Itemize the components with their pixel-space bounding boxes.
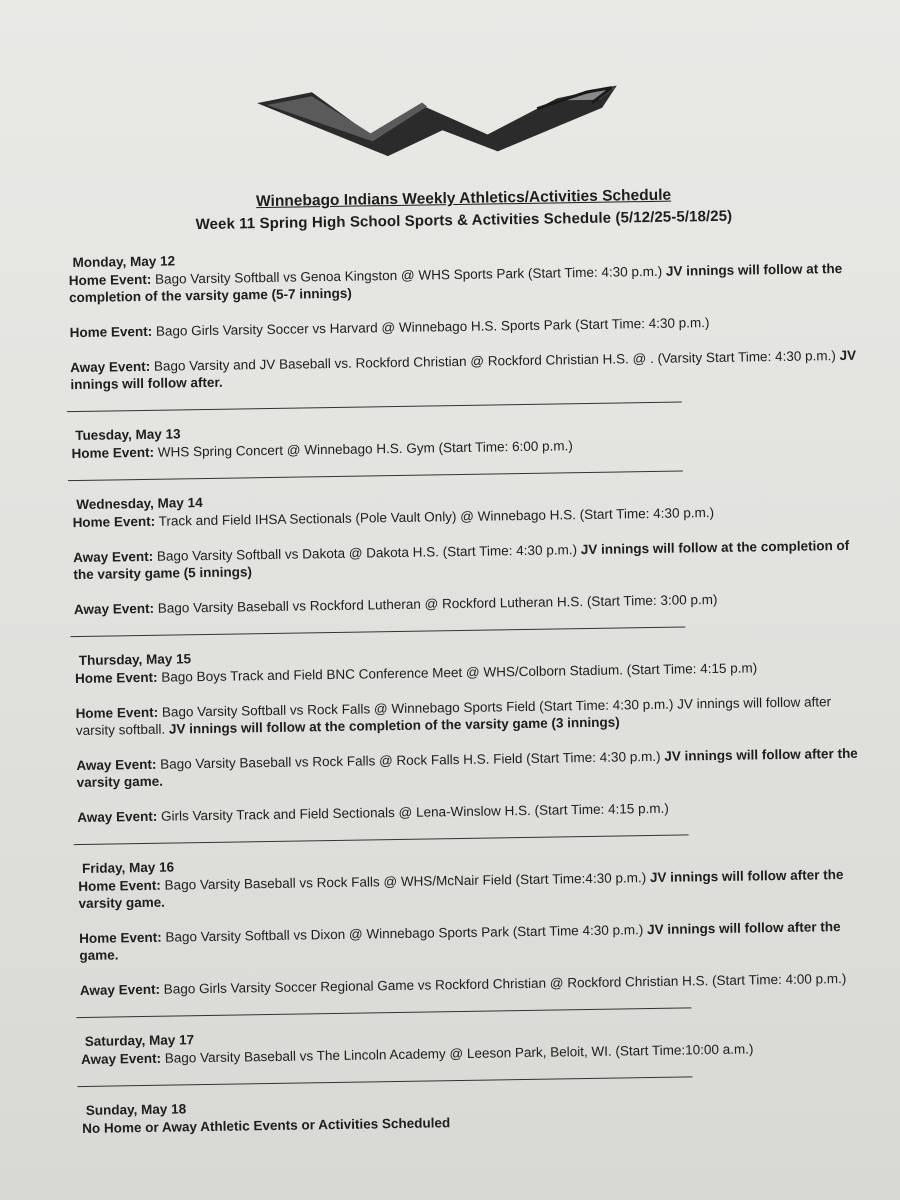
day-heading: Thursday, May 15 [78,651,192,668]
page-title: Winnebago Indians Weekly Athletics/Activities Schedule [255,186,672,211]
event-jv-note: JV innings will follow after. [70,347,857,393]
event-description: Bago Varsity Softball vs Genoa Kingston @ WHS Sports Park (Start Time: 4:30 p.m.) [151,263,667,287]
event-jv-note: JV innings will follow after the varsity game. [76,745,858,791]
event-description: Bago Varsity Baseball vs The Lincoln Academy @ Leeson Park, Beloit, WI. (Start Time:10:00 a.m.) [160,1041,754,1066]
event-type-label: Home Event: [71,444,155,462]
event-type-label: Away Event: [80,1050,162,1068]
event-entry [70,312,856,341]
day-section [58,485,860,638]
event-description: Bago Varsity and JV Baseball vs. Rockford Christian @ Rockford Christian H.S. @ . (Varsity Start Time: 4:30 p.m.) [150,348,840,374]
event-jv-note: JV innings will follow at the completion of the varsity game (3 innings) [168,714,620,737]
event-type-label: Away Event: [77,808,158,826]
event-entry [80,970,866,999]
event-description: Bago Varsity Baseball vs Rock Falls @ Rock Falls H.S. Field (Start Time: 4:30 p.m.) [156,748,665,772]
section-divider [76,1007,691,1018]
section-divider [68,470,683,481]
event-type-label: Away Event: [76,756,157,774]
event-entry [77,797,863,826]
event-type-label: Home Event: [78,877,161,895]
day-heading: Monday, May 12 [72,253,176,271]
event-type-label: Home Event: [69,323,153,341]
event-type-label: Home Event: [75,704,159,722]
day-heading: Saturday, May 17 [84,1032,195,1049]
event-description: Track and Field IHSA Sectionals (Pole Vault Only) @ Winnebago H.S. (Start Time: 4:30 p.m.) [155,504,715,529]
day-heading: Sunday, May 18 [85,1101,187,1118]
section-divider [74,834,689,845]
event-entry [70,347,856,393]
event-description: Bago Varsity Baseball vs Rock Falls @ WHS/McNair Field (Start Time:4:30 p.m.) [160,870,651,893]
event-entry [75,693,861,739]
event-description: Bago Girls Varsity Soccer vs Harvard @ Winnebago H.S. Sports Park (Start Time: 4:30 p.m.) [152,315,710,339]
event-type-label: Away Event: [73,548,154,566]
event-description: Bago Boys Track and Field BNC Conference Meet @ WHS/Colborn Stadium. (Start Time: 4:15 p.m) [157,660,758,685]
event-jv-note: JV innings will follow at the completion of the varsity game (5-7 innings) [68,260,843,306]
event-entry [76,745,862,791]
event-type-label: Home Event: [74,669,158,687]
event-entry [74,589,860,618]
event-entry [73,537,859,583]
event-jv-note: JV innings will follow at the completion of the varsity game (5 innings) [73,537,850,583]
event-entry [79,918,865,964]
day-heading: Friday, May 16 [81,859,175,876]
section-divider [70,626,685,637]
event-jv-note: JV innings will follow after the varsity game. [78,867,844,912]
event-description: WHS Spring Concert @ Winnebago H.S. Gym (Start Time: 6:00 p.m.) [153,438,573,460]
day-section [57,416,858,482]
day-heading: Tuesday, May 13 [75,426,181,444]
event-description: Girls Varsity Track and Field Sectionals @ Lena-Winslow H.S. (Start Time: 4:15 p.m.) [157,800,669,824]
day-heading: Wednesday, May 14 [76,495,203,513]
day-section [67,1022,868,1088]
event-description: Bago Varsity Softball vs Rock Falls @ Winnebago Sports Field (Start Time: 4:30 p.m.) JV innings will follow after varsity softball. [75,694,832,739]
event-type-label: Away Event: [79,981,161,999]
page-subtitle: Week 11 Spring High School Sports & Activities Schedule (5/12/25-5/18/25) [195,207,733,234]
event-description: Bago Girls Varsity Soccer Regional Game vs Rockford Christian @ Rockford Christian H.S. (Start Time: 4:00 p.m.) [159,970,847,997]
day-section [61,641,864,846]
event-type-label: Away Event: [73,600,155,618]
winnebago-w-logo [257,77,628,163]
section-divider [77,1076,692,1087]
event-type-label: Home Event: [68,271,152,289]
event-type-label: Home Event: [72,513,156,531]
schedule-days [54,243,868,1137]
event-type-label: Home Event: [79,929,162,947]
event-type-label: Away Event: [70,358,151,376]
event-jv-note: JV innings will follow after the game. [79,919,841,964]
day-section [54,243,856,413]
event-description: Bago Varsity Softball vs Dakota @ Dakota H.S. (Start Time: 4:30 p.m.) [153,542,581,564]
day-section [68,1091,868,1138]
day-section [64,849,866,1019]
schedule-sheet [52,74,868,1141]
event-description: No Home or Away Athletic Events or Activities Scheduled [82,1115,451,1136]
event-description: Bago Varsity Baseball vs Rockford Lutheran @ Rockford Lutheran H.S. (Start Time: 3:00 p.m) [153,591,718,616]
section-divider [67,401,682,412]
event-description: Bago Varsity Softball vs Dixon @ Winnebago Sports Park (Start Time 4:30 p.m.) [161,922,648,945]
